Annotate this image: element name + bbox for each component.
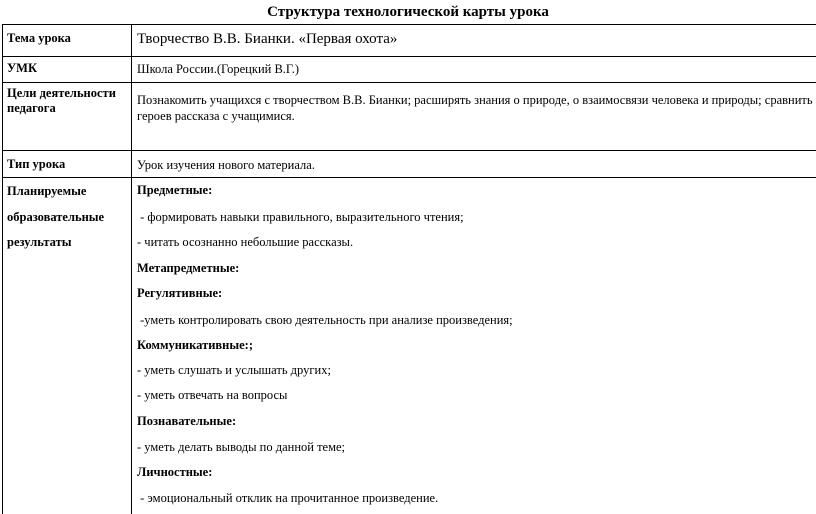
umk-value: Школа России.(Горецкий В.Г.)	[137, 62, 300, 76]
topic-value: Творчество В.В. Бианки. «Первая охота»	[137, 31, 398, 47]
table-row-divider	[2, 56, 816, 57]
lesson-type-label: Тип урока	[7, 157, 66, 171]
page-title: Структура технологической карты урока	[267, 4, 549, 20]
table-row-divider	[2, 82, 816, 83]
results-item: - уметь отвечать на вопросы	[137, 388, 288, 402]
results-label-line: Планируемые	[7, 184, 87, 198]
results-item: - эмоциональный отклик на прочитанное произведение.	[137, 491, 439, 505]
results-section-regulative: Регулятивные:	[137, 286, 223, 300]
results-label-line: результаты	[7, 235, 72, 249]
results-section-cognitive: Познавательные:	[137, 414, 237, 428]
umk-label: УМК	[7, 61, 38, 75]
results-item: - уметь делать выводы по данной теме;	[137, 440, 346, 454]
results-section-subject: Предметные:	[137, 183, 213, 197]
lesson-type-value: Урок изучения нового материала.	[137, 158, 315, 172]
results-label-line: образовательные	[7, 210, 105, 224]
results-section-meta: Метапредметные:	[137, 261, 240, 275]
results-item: - уметь слушать и услышать других;	[137, 363, 331, 377]
results-section-communicative: Коммуникативные:;	[137, 338, 254, 352]
results-section-personal: Личностные:	[137, 465, 213, 479]
table-border-left	[2, 24, 3, 514]
topic-label: Тема урока	[7, 31, 71, 45]
table-border-top	[2, 24, 816, 25]
goals-label: Цели деятельности педагога	[7, 86, 116, 115]
results-item: - формировать навыки правильного, выразительного чтения;	[137, 210, 464, 224]
goals-value: Познакомить учащихся с творчеством В.В. Бианки; расширять знания о природе, о взаимосвязи человека и природы; сравнить героев рассказа с учащимися.	[137, 93, 813, 123]
table-row-divider	[2, 177, 816, 178]
results-item: - читать осознанно небольшие рассказы.	[137, 235, 354, 249]
table-column-divider	[131, 24, 132, 514]
table-row-divider	[2, 150, 816, 151]
results-item: -уметь контролировать свою деятельность при анализе произведения;	[137, 313, 513, 327]
